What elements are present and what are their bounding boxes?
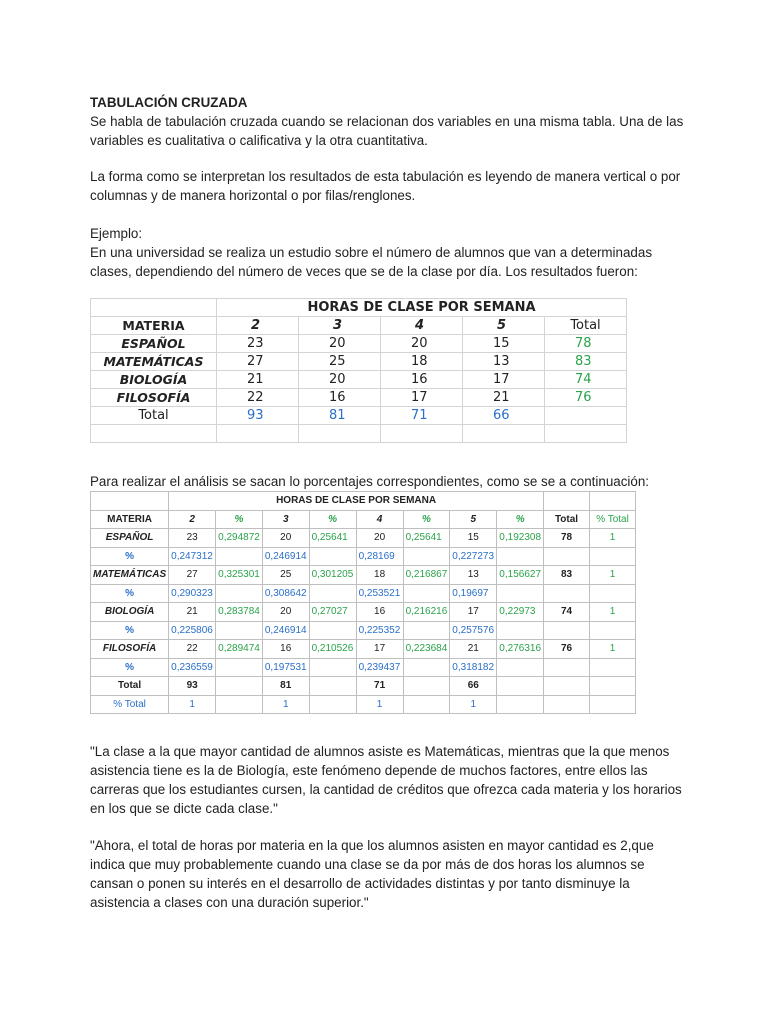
row-label: BIOLOGÍA — [91, 603, 169, 622]
table-cell: 18 — [356, 566, 403, 585]
table-cell-pct: 0,301205 — [309, 566, 356, 585]
table-cell: 20 — [381, 335, 463, 353]
empty-cell — [545, 407, 627, 425]
row-label: ESPAÑOL — [91, 529, 169, 548]
table-cell: 27 — [169, 566, 216, 585]
total-label: Total — [91, 407, 217, 425]
table-cell-pct: 0,25641 — [309, 529, 356, 548]
table-cell: 13 — [463, 353, 545, 371]
table-cell: 16 — [299, 389, 381, 407]
table-cell-pct: 0,210526 — [309, 640, 356, 659]
empty-cell — [497, 547, 544, 566]
intro-section — [90, 93, 690, 150]
table-cell: 20 — [262, 603, 309, 622]
row-total: 74 — [545, 371, 627, 389]
header-col: 2 — [169, 510, 216, 529]
empty-cell — [216, 547, 263, 566]
empty-cell — [497, 621, 544, 640]
empty-cell — [590, 547, 636, 566]
empty-cell — [590, 492, 636, 511]
table-row — [91, 335, 627, 353]
table-cell: 21 — [217, 371, 299, 389]
empty-cell — [497, 658, 544, 677]
column-total: 66 — [450, 677, 497, 696]
table-cell-pct: 0,197531 — [262, 658, 309, 677]
column-total: 81 — [299, 407, 381, 425]
table-cell: 27 — [217, 353, 299, 371]
table-cell-pct: 0,27027 — [309, 603, 356, 622]
empty-cell — [309, 658, 356, 677]
table-cell-pct: 0,289474 — [216, 640, 263, 659]
empty-cell — [544, 677, 590, 696]
table-title-row — [91, 492, 636, 511]
table-cell: 22 — [217, 389, 299, 407]
paragraph-interpretation — [90, 167, 690, 205]
example-section — [90, 224, 690, 281]
table-cell-pct: 0,318182 — [450, 658, 497, 677]
column-total: 71 — [356, 677, 403, 696]
table-cell-pct: 0,276316 — [497, 640, 544, 659]
row-label: MATEMÁTICAS — [91, 566, 169, 585]
table-header-row — [91, 510, 636, 529]
table-cell: 17 — [463, 371, 545, 389]
header-col: 3 — [299, 317, 381, 335]
empty-cell — [216, 695, 263, 714]
table-cell-pct: 0,225352 — [356, 621, 403, 640]
pct-row-label: % — [91, 658, 169, 677]
empty-cell — [590, 658, 636, 677]
table-cell-pct: 0,247312 — [169, 547, 216, 566]
pct-row-label: % — [91, 621, 169, 640]
header-col: 5 — [463, 317, 545, 335]
row-pct-total: 1 — [590, 640, 636, 659]
table-cell-pct: 0,156627 — [497, 566, 544, 585]
column-pct-total: 1 — [356, 695, 403, 714]
pct-row-label: % — [91, 547, 169, 566]
table-cell-pct: 0,257576 — [450, 621, 497, 640]
empty-cell — [309, 584, 356, 603]
column-total: 66 — [463, 407, 545, 425]
table-cell: 23 — [217, 335, 299, 353]
empty-cell — [544, 584, 590, 603]
empty-cell — [403, 584, 450, 603]
empty-cell — [590, 677, 636, 696]
column-total: 93 — [217, 407, 299, 425]
table-cell-pct: 0,192308 — [497, 529, 544, 548]
empty-cell — [590, 621, 636, 640]
table-row — [91, 371, 627, 389]
table-cell: 15 — [463, 335, 545, 353]
empty-cell — [590, 695, 636, 714]
paragraph-analysis — [90, 472, 690, 491]
table-cell-pct: 0,25641 — [403, 529, 450, 548]
table-row — [91, 389, 627, 407]
total-label: Total — [91, 677, 169, 696]
table-cell-pct: 0,225806 — [169, 621, 216, 640]
row-total: 78 — [545, 335, 627, 353]
column-pct-total: 1 — [262, 695, 309, 714]
header-col: 4 — [381, 317, 463, 335]
empty-cell — [497, 584, 544, 603]
table-cell: 17 — [356, 640, 403, 659]
table-cell: 13 — [450, 566, 497, 585]
table-cell: 17 — [381, 389, 463, 407]
empty-cell — [403, 677, 450, 696]
empty-cell — [309, 547, 356, 566]
row-label: ESPAÑOL — [91, 335, 217, 353]
row-label: MATEMÁTICAS — [91, 353, 217, 371]
row-total: 76 — [544, 640, 590, 659]
empty-cell — [545, 425, 627, 443]
table-cell: 25 — [262, 566, 309, 585]
table-pct-row — [91, 658, 636, 677]
table-cell: 16 — [381, 371, 463, 389]
empty-cell — [216, 584, 263, 603]
empty-cell — [463, 425, 545, 443]
table-cell-pct: 0,294872 — [216, 529, 263, 548]
row-label: FILOSOFÍA — [91, 640, 169, 659]
table-cell: 16 — [356, 603, 403, 622]
table-total-row — [91, 407, 627, 425]
table-cell: 21 — [169, 603, 216, 622]
row-total: 78 — [544, 529, 590, 548]
row-pct-total: 1 — [590, 603, 636, 622]
row-label: BIOLOGÍA — [91, 371, 217, 389]
table-pct-row — [91, 547, 636, 566]
table-row — [91, 640, 636, 659]
table-pct-total-row — [91, 695, 636, 714]
empty-cell — [497, 695, 544, 714]
row-total: 83 — [545, 353, 627, 371]
table-cell-pct: 0,227273 — [450, 547, 497, 566]
header-pct: % — [309, 510, 356, 529]
table-cell-pct: 0,216867 — [403, 566, 450, 585]
table-cell: 20 — [262, 529, 309, 548]
column-total: 81 — [262, 677, 309, 696]
table-cell-pct: 0,246914 — [262, 621, 309, 640]
header-pct: % — [403, 510, 450, 529]
table-pct-row — [91, 584, 636, 603]
empty-cell — [91, 492, 169, 511]
table-title: HORAS DE CLASE POR SEMANA — [169, 492, 544, 511]
row-total: 76 — [545, 389, 627, 407]
table-cell: 20 — [299, 371, 381, 389]
table-cell-pct: 0,308642 — [262, 584, 309, 603]
header-pct: % — [497, 510, 544, 529]
empty-cell — [381, 425, 463, 443]
table-cell-pct: 0,19697 — [450, 584, 497, 603]
header-total: Total — [544, 510, 590, 529]
empty-cell — [216, 658, 263, 677]
table-cell-pct: 0,283784 — [216, 603, 263, 622]
header-pct: % — [216, 510, 263, 529]
percentage-table — [90, 491, 636, 714]
pct-total-label: % Total — [91, 695, 169, 714]
header-materia: MATERIA — [91, 510, 169, 529]
table-title: HORAS DE CLASE POR SEMANA — [217, 299, 627, 317]
table-cell: 21 — [463, 389, 545, 407]
empty-cell — [309, 621, 356, 640]
example-description: En una universidad se realiza un estudio sobre el número de alumnos que van a determinadas clases, dependiendo del número de veces que se de la clase por día. Los resultados fueron: — [90, 245, 653, 279]
empty-cell — [544, 621, 590, 640]
header-materia: MATERIA — [91, 317, 217, 335]
header-col: 5 — [450, 510, 497, 529]
table-cell-pct: 0,236559 — [169, 658, 216, 677]
empty-cell — [309, 677, 356, 696]
empty-cell — [91, 425, 217, 443]
header-col: 4 — [356, 510, 403, 529]
table-cell-pct: 0,223684 — [403, 640, 450, 659]
table-cell: 23 — [169, 529, 216, 548]
table-cell-pct: 0,28169 — [356, 547, 403, 566]
empty-cell — [497, 677, 544, 696]
empty-cell — [403, 547, 450, 566]
column-pct-total: 1 — [169, 695, 216, 714]
empty-cell — [217, 425, 299, 443]
header-col: 2 — [217, 317, 299, 335]
empty-cell — [544, 492, 590, 511]
table-title-row — [91, 299, 627, 317]
table-cell: 20 — [299, 335, 381, 353]
table-corner — [91, 299, 217, 317]
table-cell: 17 — [450, 603, 497, 622]
paragraph-conclusion-1-text: "La clase a la que mayor cantidad de alumnos asiste es Matemáticas, mientras que la que menos asistencia tiene es la de Biología, este fenómeno depende de muchos factores, entre ellos las carreras que los estudiantes cursen, la cantidad de créditos que ofrezca cada materia y los horarios en los que se dicte cada clase." — [90, 744, 682, 816]
paragraph-definition: Se habla de tabulación cruzada cuando se relacionan dos variables en una misma tabla. Una de las variables es cualitativa o calificativa y la otra cuantitativa. — [90, 114, 684, 148]
table-cell: 18 — [381, 353, 463, 371]
column-total: 71 — [381, 407, 463, 425]
empty-cell — [299, 425, 381, 443]
paragraph-conclusion-2-text: "Ahora, el total de horas por materia en la que los alumnos asisten en mayor cantidad es 2,que indica que muy probablemente cuando una clase se da por más de dos horas los alumnos se cansan o ponen su interés en el desarrollo de actividades distintas y por tanto disminuye la asistencia a clases con una duración superior." — [90, 838, 654, 910]
table-total-row — [91, 677, 636, 696]
header-total: Total — [545, 317, 627, 335]
table-row — [91, 353, 627, 371]
table-cell-pct: 0,290323 — [169, 584, 216, 603]
header-pct-total: % Total — [590, 510, 636, 529]
table-cell-pct: 0,253521 — [356, 584, 403, 603]
empty-cell — [544, 695, 590, 714]
table-cell: 20 — [356, 529, 403, 548]
empty-cell — [309, 695, 356, 714]
table-row — [91, 566, 636, 585]
empty-cell — [544, 658, 590, 677]
paragraph-conclusion-1 — [90, 742, 690, 818]
crosstab-table — [90, 298, 627, 443]
table-empty-row — [91, 425, 627, 443]
table-row — [91, 529, 636, 548]
header-col: 3 — [262, 510, 309, 529]
table-cell: 22 — [169, 640, 216, 659]
table-cell: 15 — [450, 529, 497, 548]
table-cell-pct: 0,239437 — [356, 658, 403, 677]
column-total: 93 — [169, 677, 216, 696]
row-pct-total: 1 — [590, 566, 636, 585]
column-pct-total: 1 — [450, 695, 497, 714]
empty-cell — [403, 695, 450, 714]
table-cell-pct: 0,325301 — [216, 566, 263, 585]
table-cell-pct: 0,22973 — [497, 603, 544, 622]
table-header-row — [91, 317, 627, 335]
table-pct-row — [91, 621, 636, 640]
page-title: TABULACIÓN CRUZADA — [90, 95, 248, 110]
example-label: Ejemplo: — [90, 226, 143, 241]
paragraph-analysis-text: Para realizar el análisis se sacan lo porcentajes correspondientes, como se se a continuación: — [90, 474, 649, 489]
table-cell-pct: 0,246914 — [262, 547, 309, 566]
table-cell: 21 — [450, 640, 497, 659]
empty-cell — [403, 658, 450, 677]
empty-cell — [216, 621, 263, 640]
row-pct-total: 1 — [590, 529, 636, 548]
table-cell-pct: 0,216216 — [403, 603, 450, 622]
paragraph-conclusion-2 — [90, 836, 690, 912]
empty-cell — [544, 547, 590, 566]
pct-row-label: % — [91, 584, 169, 603]
empty-cell — [216, 677, 263, 696]
row-total: 74 — [544, 603, 590, 622]
table-cell: 25 — [299, 353, 381, 371]
paragraph-interpretation-text: La forma como se interpretan los resultados de esta tabulación es leyendo de manera vertical o por columnas y de manera horizontal o por filas/renglones. — [90, 169, 681, 203]
empty-cell — [403, 621, 450, 640]
row-total: 83 — [544, 566, 590, 585]
empty-cell — [590, 584, 636, 603]
table-cell: 16 — [262, 640, 309, 659]
table-row — [91, 603, 636, 622]
row-label: FILOSOFÍA — [91, 389, 217, 407]
